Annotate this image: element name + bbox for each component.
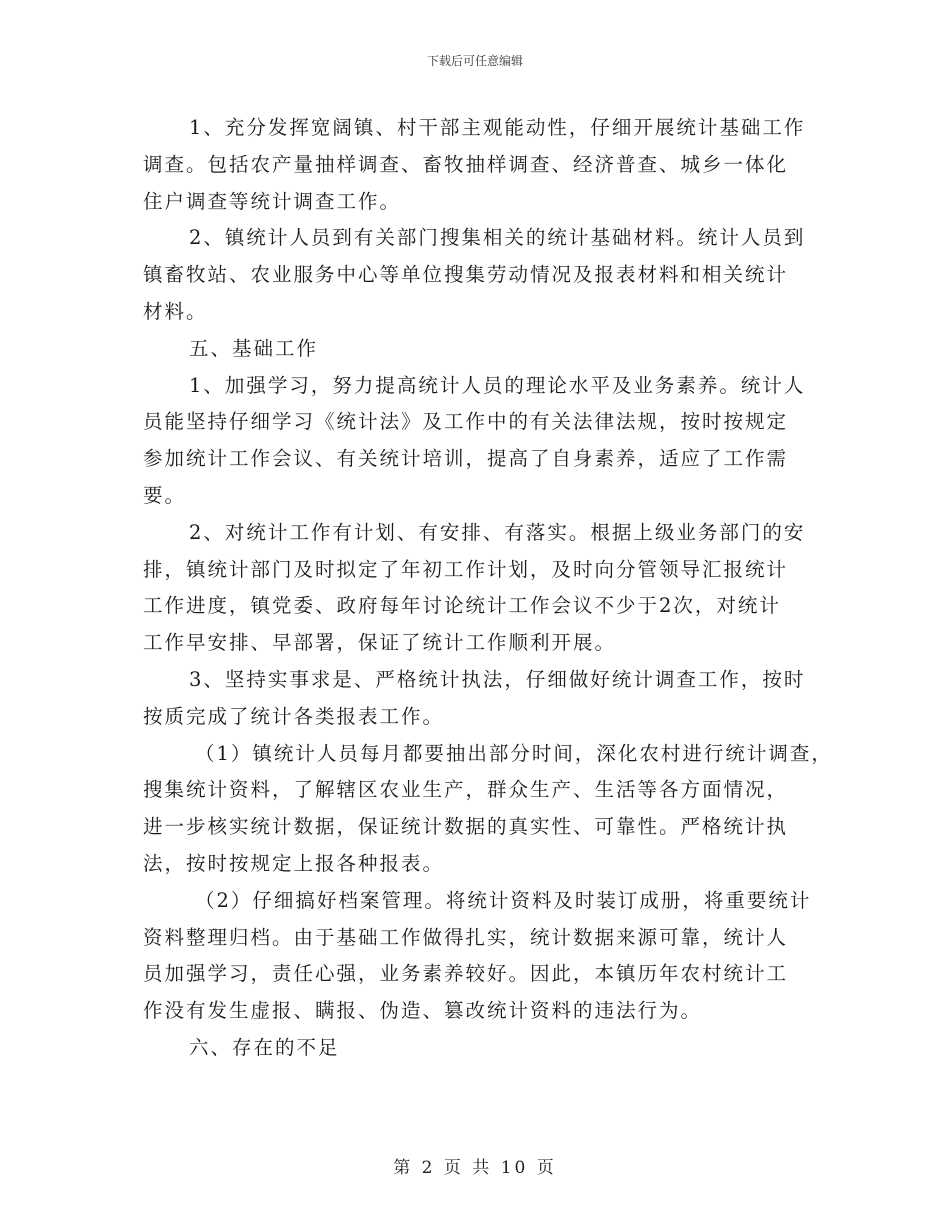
text-line: （2）仔细搞好档案管理。将统计资料及时装订成册，将重要统计 xyxy=(195,888,812,912)
text-line: 住户调查等统计调查工作。 xyxy=(143,189,402,213)
document-body xyxy=(143,110,833,1067)
text-line: 进一步核实统计数据，保证统计数据的真实性、可靠性。严格统计执 xyxy=(143,815,789,839)
text-line: 法，按时按规定上报各种报表。 xyxy=(143,851,445,875)
text-line: 资料整理归档。由于基础工作做得扎实，统计数据来源可靠，统计人 xyxy=(143,925,789,949)
text-line: 参加统计工作会议、有关统计培训，提高了自身素养，适应了工作需 xyxy=(143,447,789,471)
text-line: 排，镇统计部门及时拟定了年初工作计划，及时向分管领导汇报统计 xyxy=(143,557,789,581)
text-line: 按质完成了统计各类报表工作。 xyxy=(143,704,445,728)
text-line: 六、存在的不足 xyxy=(189,1035,340,1059)
text-line: （1）镇统计人员每月都要抽出部分时间，深化农村进行统计调查， xyxy=(195,741,833,765)
text-line: 五、基础工作 xyxy=(189,336,319,360)
text-line: 员加强学习，责任心强，业务素养较好。因此，本镇历年农村统计工 xyxy=(143,962,789,986)
text-line: 要。 xyxy=(143,483,187,507)
text-line: 2、镇统计人员到有关部门搜集相关的统计基础材料。统计人员到 xyxy=(189,226,806,250)
text-line: 3、坚持实事求是、严格统计执法，仔细做好统计调查工作，按时 xyxy=(189,667,806,691)
text-line: 材料。 xyxy=(143,299,208,323)
text-line: 2、对统计工作有计划、有安排、有落实。根据上级业务部门的安 xyxy=(189,520,806,544)
text-line: 作没有发生虚报、瞒报、伪造、篡改统计资料的违法行为。 xyxy=(143,999,703,1023)
text-line: 工作进度，镇党委、政府每年讨论统计工作会议不少于2次，对统计 xyxy=(143,594,781,618)
text-line: 员能坚持仔细学习《统计法》及工作中的有关法律法规，按时按规定 xyxy=(143,410,789,434)
text-line: 调查。包括农产量抽样调查、畜牧抽样调查、经济普查、城乡一体化 xyxy=(143,152,789,176)
page-header: 下载后可任意编辑 xyxy=(426,54,523,68)
text-line: 1、充分发挥宽阔镇、村干部主观能动性，仔细开展统计基础工作 xyxy=(189,116,806,139)
text-line: 搜集统计资料，了解辖区农业生产，群众生产、生活等各方面情况， xyxy=(143,778,789,802)
text-line: 工作早安排、早部署，保证了统计工作顺利开展。 xyxy=(143,631,617,655)
page-number: 第 2 页 共 10 页 xyxy=(393,1158,557,1178)
text-line: 镇畜牧站、农业服务中心等单位搜集劳动情况及报表材料和相关统计 xyxy=(143,263,789,287)
text-line: 1、加强学习，努力提高统计人员的理论水平及业务素养。统计人 xyxy=(189,373,806,397)
